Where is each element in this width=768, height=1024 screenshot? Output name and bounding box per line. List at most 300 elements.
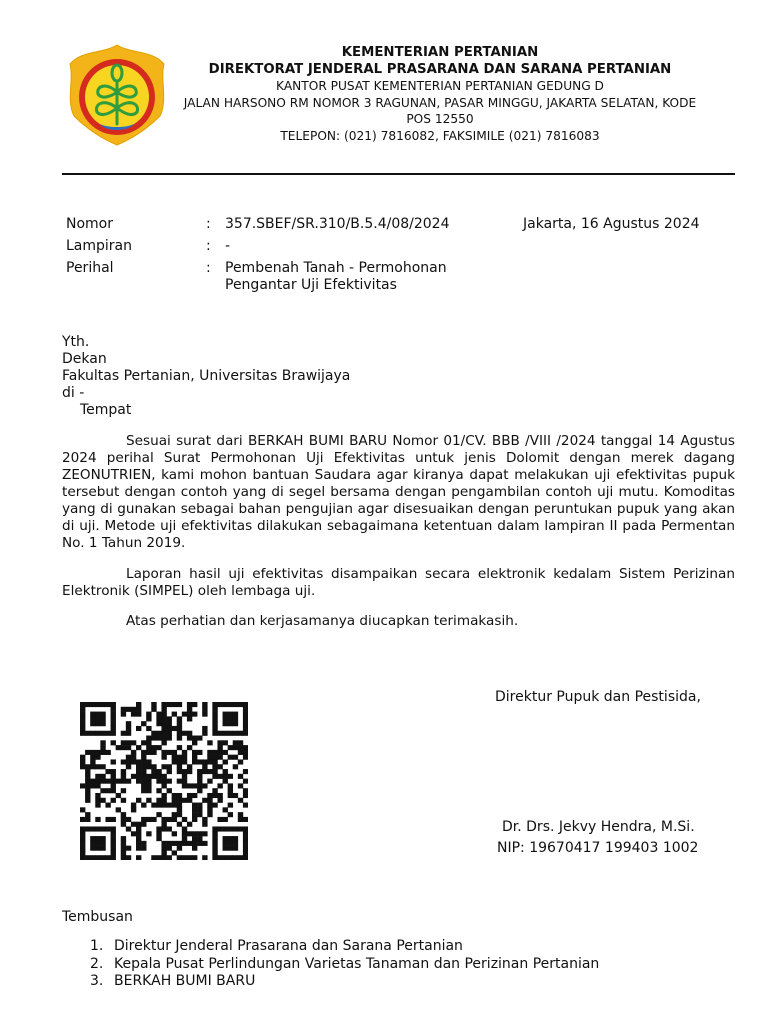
qr-module: [243, 850, 248, 855]
qr-module: [121, 712, 126, 717]
qr-module: [111, 740, 116, 745]
qr-module: [202, 783, 207, 788]
qr-module: [121, 759, 126, 764]
recipient-di: di -: [62, 385, 85, 401]
qr-module: [161, 826, 166, 831]
qr-module: [161, 846, 166, 851]
qr-module: [192, 831, 197, 836]
qr-module: [212, 793, 217, 798]
qr-module: [151, 736, 156, 741]
lampiran-value: -: [225, 238, 231, 254]
qr-module: [126, 755, 131, 760]
qr-module: [207, 769, 212, 774]
qr-module: [90, 759, 95, 764]
qr-module: [95, 731, 100, 736]
qr-module: [233, 755, 238, 760]
qr-module: [177, 807, 182, 812]
qr-module: [121, 798, 126, 803]
qr-module: [172, 726, 177, 731]
qr-module: [243, 826, 248, 831]
qr-module: [182, 817, 187, 822]
qr-module: [156, 831, 161, 836]
qr-module: [121, 841, 126, 846]
qr-module: [182, 836, 187, 841]
qr-module: [217, 855, 222, 860]
qr-module: [167, 731, 172, 736]
qr-module: [90, 855, 95, 860]
qr-module: [131, 803, 136, 808]
qr-module: [223, 841, 228, 846]
qr-module: [146, 736, 151, 741]
qr-module: [100, 855, 105, 860]
qr-module: [90, 846, 95, 851]
qr-module: [156, 769, 161, 774]
qr-module: [136, 798, 141, 803]
qr-module: [126, 745, 131, 750]
qr-module: [85, 812, 90, 817]
qr-module: [243, 779, 248, 784]
letterhead: [170, 44, 710, 144]
qr-module: [212, 855, 217, 860]
qr-module: [182, 855, 187, 860]
qr-module: [105, 779, 110, 784]
qr-module: [207, 740, 212, 745]
qr-module: [121, 788, 126, 793]
qr-module: [212, 764, 217, 769]
qr-module: [90, 841, 95, 846]
qr-module: [233, 826, 238, 831]
qr-module: [100, 836, 105, 841]
qr-module: [202, 841, 207, 846]
qr-module: [111, 774, 116, 779]
qr-module: [212, 731, 217, 736]
qr-module: [100, 721, 105, 726]
qr-module: [223, 769, 228, 774]
qr-module: [111, 846, 116, 851]
qr-module: [141, 769, 146, 774]
qr-module: [243, 750, 248, 755]
qr-module: [212, 836, 217, 841]
qr-module: [151, 855, 156, 860]
qr-module: [80, 846, 85, 851]
qr-module: [126, 740, 131, 745]
qr-module: [172, 755, 177, 760]
qr-module: [95, 855, 100, 860]
qr-module: [233, 846, 238, 851]
qr-module: [146, 764, 151, 769]
qr-module: [172, 803, 177, 808]
qr-module: [111, 841, 116, 846]
qr-module: [105, 817, 110, 822]
qr-module: [217, 764, 222, 769]
qr-module: [121, 774, 126, 779]
qr-module: [100, 740, 105, 745]
qr-module: [228, 716, 233, 721]
address-line-2: POS 12550: [406, 112, 474, 126]
qr-module: [217, 798, 222, 803]
qr-module: [156, 812, 161, 817]
qr-module: [161, 850, 166, 855]
qr-module: [167, 855, 172, 860]
qr-module: [233, 716, 238, 721]
qr-module: [136, 846, 141, 851]
qr-module: [177, 822, 182, 827]
qr-module: [187, 793, 192, 798]
qr-module: [111, 716, 116, 721]
qr-module: [111, 817, 116, 822]
qr-module: [90, 712, 95, 717]
qr-module: [228, 826, 233, 831]
qr-module: [156, 736, 161, 741]
qr-module: [187, 831, 192, 836]
qr-module: [80, 807, 85, 812]
qr-module: [146, 712, 151, 717]
qr-module: [136, 726, 141, 731]
qr-module: [167, 788, 172, 793]
qr-module: [100, 779, 105, 784]
qr-module: [141, 846, 146, 851]
nomor-colon: :: [206, 216, 211, 232]
qr-module: [100, 702, 105, 707]
qr-module: [172, 850, 177, 855]
body-paragraph-3: Atas perhatian dan kerjasamanya diucapkan terimakasih.: [126, 613, 519, 629]
qr-module: [202, 769, 207, 774]
qr-module: [80, 759, 85, 764]
qr-module: [187, 736, 192, 741]
cc-heading: Tembusan: [62, 909, 133, 925]
qr-module: [243, 846, 248, 851]
qr-module: [146, 774, 151, 779]
qr-module: [177, 702, 182, 707]
qr-module: [136, 826, 141, 831]
qr-module: [95, 764, 100, 769]
qr-module: [80, 731, 85, 736]
qr-module: [126, 759, 131, 764]
qr-module: [80, 855, 85, 860]
qr-module: [233, 841, 238, 846]
qr-module: [95, 826, 100, 831]
qr-module: [177, 793, 182, 798]
qr-module: [156, 803, 161, 808]
qr-module: [146, 788, 151, 793]
qr-module: [228, 841, 233, 846]
qr-module: [121, 779, 126, 784]
qr-module: [156, 774, 161, 779]
qr-module: [243, 702, 248, 707]
qr-module: [141, 740, 146, 745]
signatory-title: Direktur Pupuk dan Pestisida,: [495, 689, 701, 705]
qr-module: [217, 740, 222, 745]
qr-module: [80, 712, 85, 717]
qr-module: [223, 716, 228, 721]
qr-module: [100, 712, 105, 717]
qr-module: [187, 764, 192, 769]
qr-module: [136, 831, 141, 836]
qr-module: [182, 779, 187, 784]
qr-module: [121, 850, 126, 855]
perihal-value-line-1: Pembenah Tanah - Permohonan: [225, 260, 447, 276]
qr-module: [212, 702, 217, 707]
qr-module: [182, 755, 187, 760]
recipient-place: Tempat: [80, 402, 132, 418]
qr-module: [116, 779, 121, 784]
qr-module: [131, 822, 136, 827]
qr-module: [141, 841, 146, 846]
qr-module: [197, 812, 202, 817]
body-paragraph-2: Laporan hasil uji efektivitas disampaikan secara elektronik kedalam Sistem Perizinan Elektronik (SIMPEL) oleh lembaga uji.: [62, 566, 735, 599]
qr-module: [95, 841, 100, 846]
qr-module: [156, 731, 161, 736]
qr-module: [182, 731, 187, 736]
qr-module: [182, 826, 187, 831]
qr-module: [105, 788, 110, 793]
qr-module: [177, 726, 182, 731]
qr-module: [233, 793, 238, 798]
qr-module: [146, 759, 151, 764]
qr-module: [90, 716, 95, 721]
qr-module: [126, 764, 131, 769]
qr-module: [105, 750, 110, 755]
qr-module: [141, 755, 146, 760]
qr-module: [80, 716, 85, 721]
qr-module: [161, 707, 166, 712]
qr-module: [111, 721, 116, 726]
cc-item-number: 1.: [90, 938, 104, 954]
qr-module: [243, 788, 248, 793]
qr-module: [121, 707, 126, 712]
qr-module: [151, 707, 156, 712]
qr-module: [187, 798, 192, 803]
qr-module: [243, 712, 248, 717]
qr-module: [177, 736, 182, 741]
qr-module: [212, 755, 217, 760]
qr-module: [223, 712, 228, 717]
qr-module: [197, 736, 202, 741]
qr-module: [177, 779, 182, 784]
qr-module: [95, 712, 100, 717]
qr-module: [212, 826, 217, 831]
qr-module: [136, 855, 141, 860]
qr-module: [197, 788, 202, 793]
qr-module: [167, 750, 172, 755]
qr-module: [177, 769, 182, 774]
qr-module: [202, 759, 207, 764]
qr-module: [126, 817, 131, 822]
signatory-name: Dr. Drs. Jekvy Hendra, M.Si.: [502, 819, 695, 835]
cc-item: [90, 973, 599, 991]
qr-module: [192, 783, 197, 788]
qr-module: [167, 769, 172, 774]
qr-module: [217, 702, 222, 707]
qr-module: [85, 855, 90, 860]
qr-module: [233, 745, 238, 750]
qr-module: [90, 826, 95, 831]
qr-module: [223, 740, 228, 745]
qr-module: [100, 846, 105, 851]
qr-module: [161, 740, 166, 745]
qr-module: [136, 822, 141, 827]
qr-module: [238, 812, 243, 817]
qr-module: [111, 788, 116, 793]
qr-module: [243, 841, 248, 846]
qr-module: [161, 702, 166, 707]
qr-module: [95, 774, 100, 779]
qr-module: [167, 817, 172, 822]
qr-module: [228, 812, 233, 817]
qr-module: [238, 745, 243, 750]
qr-module: [207, 759, 212, 764]
qr-module: [172, 750, 177, 755]
qr-module: [243, 707, 248, 712]
qr-module: [126, 721, 131, 726]
qr-module: [80, 836, 85, 841]
qr-module: [141, 822, 146, 827]
qr-module: [207, 798, 212, 803]
qr-module: [126, 707, 131, 712]
qr-module: [238, 759, 243, 764]
qr-module: [105, 769, 110, 774]
qr-module: [223, 731, 228, 736]
qr-module: [182, 759, 187, 764]
qr-module: [161, 721, 166, 726]
qr-module: [217, 731, 222, 736]
qr-module: [85, 793, 90, 798]
qr-module: [182, 841, 187, 846]
qr-module: [136, 764, 141, 769]
qr-module: [90, 755, 95, 760]
qr-module: [90, 731, 95, 736]
qr-module: [80, 817, 85, 822]
qr-module: [172, 817, 177, 822]
qr-module: [95, 721, 100, 726]
qr-module: [85, 702, 90, 707]
qr-module: [100, 841, 105, 846]
qr-module: [238, 750, 243, 755]
qr-module: [126, 826, 131, 831]
qr-module: [95, 750, 100, 755]
qr-module: [177, 812, 182, 817]
qr-module: [136, 769, 141, 774]
qr-module: [105, 803, 110, 808]
qr-module: [238, 855, 243, 860]
qr-module: [116, 793, 121, 798]
qr-module: [156, 712, 161, 717]
qr-module: [161, 736, 166, 741]
qr-module: [151, 769, 156, 774]
qr-module: [192, 817, 197, 822]
qr-module: [217, 817, 222, 822]
qr-module: [80, 702, 85, 707]
qr-module: [126, 731, 131, 736]
qr-module: [228, 745, 233, 750]
qr-module: [111, 783, 116, 788]
qr-module: [167, 779, 172, 784]
qr-module: [243, 831, 248, 836]
qr-module: [151, 702, 156, 707]
qr-module: [146, 716, 151, 721]
qr-module: [207, 803, 212, 808]
qr-module: [212, 774, 217, 779]
qr-module: [121, 812, 126, 817]
qr-module: [217, 745, 222, 750]
qr-module: [238, 798, 243, 803]
cc-item-number: 3.: [90, 973, 104, 989]
qr-module: [105, 826, 110, 831]
qr-module: [146, 831, 151, 836]
qr-module: [111, 831, 116, 836]
qr-module: [156, 855, 161, 860]
qr-module: [131, 707, 136, 712]
qr-module: [217, 774, 222, 779]
qr-code: [80, 702, 248, 860]
qr-module: [100, 731, 105, 736]
qr-module: [105, 731, 110, 736]
nomor-value: 357.SBEF/SR.310/B.5.4/08/2024: [225, 216, 450, 232]
qr-module: [233, 721, 238, 726]
qr-module: [95, 798, 100, 803]
qr-module: [161, 731, 166, 736]
qr-module: [121, 731, 126, 736]
qr-module: [95, 702, 100, 707]
signatory-nip: NIP: 19670417 199403 1002: [497, 840, 699, 856]
qr-module: [136, 712, 141, 717]
qr-module: [212, 788, 217, 793]
cc-item-text: Direktur Jenderal Prasarana dan Sarana Pertanian: [114, 938, 463, 954]
qr-module: [223, 817, 228, 822]
qr-module: [192, 759, 197, 764]
qr-module: [223, 826, 228, 831]
qr-module: [202, 798, 207, 803]
qr-module: [167, 736, 172, 741]
qr-module: [105, 702, 110, 707]
qr-module: [111, 826, 116, 831]
qr-module: [126, 855, 131, 860]
qr-module: [126, 779, 131, 784]
qr-module: [197, 774, 202, 779]
qr-module: [156, 716, 161, 721]
qr-module: [111, 769, 116, 774]
perihal-colon: :: [206, 260, 211, 276]
qr-module: [95, 793, 100, 798]
qr-module: [243, 836, 248, 841]
qr-module: [100, 774, 105, 779]
qr-module: [121, 740, 126, 745]
qr-module: [223, 836, 228, 841]
qr-module: [111, 798, 116, 803]
qr-module: [243, 793, 248, 798]
qr-module: [80, 850, 85, 855]
qr-module: [207, 750, 212, 755]
qr-module: [100, 750, 105, 755]
qr-module: [182, 750, 187, 755]
qr-module: [192, 841, 197, 846]
qr-module: [192, 702, 197, 707]
qr-module: [238, 826, 243, 831]
qr-module: [141, 721, 146, 726]
qr-module: [167, 826, 172, 831]
qr-module: [187, 855, 192, 860]
qr-module: [177, 846, 182, 851]
qr-module: [238, 774, 243, 779]
recipient-salutation: Yth.: [62, 334, 90, 350]
qr-module: [243, 716, 248, 721]
qr-module: [146, 779, 151, 784]
qr-module: [85, 764, 90, 769]
qr-module: [95, 836, 100, 841]
qr-module: [217, 793, 222, 798]
qr-module: [182, 712, 187, 717]
qr-module: [85, 779, 90, 784]
